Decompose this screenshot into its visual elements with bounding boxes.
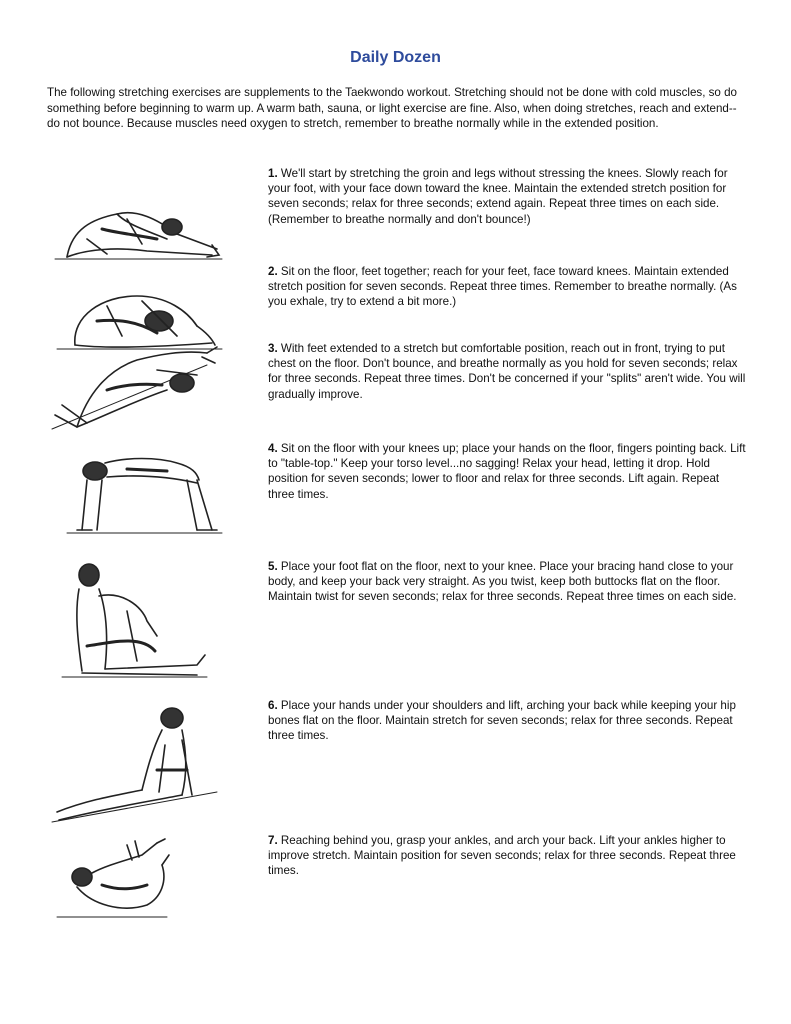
cobra-stretch-figure: [47, 700, 237, 826]
exercise-text: 7. Reaching behind you, grasp your ankles, and arch your back. Lift your ankles higher to improve stretch. Maintain position for seven seconds; relax for three seconds. Repeat three times.: [268, 834, 736, 878]
exercise-text: 3. With feet extended to a stretch but comfortable position, reach out in front, trying to put chest on the floor. Don't bounce, and breathe normally as you hold for seven seconds; relax for three seconds. Repeat three times. Don't be concerned if your "splits" aren't wide. You will gradually improve.: [268, 342, 746, 401]
straddle-stretch-figure: [47, 345, 237, 433]
exercise-item: [47, 698, 747, 818]
exercise-text: 2. Sit on the floor, feet together; reach for your feet, face toward knees. Maintain extended stretch position for seven seconds. Repeat three times. Remember to breathe normally. (As you exhale, try to extend a bit more.): [268, 265, 737, 309]
exercise-item: [47, 441, 747, 561]
exercise-text: 6. Place your hands under your shoulders and lift, arching your back while keeping your hip bones flat on the floor. Maintain stretch for seven seconds; relax for three seconds. Repeat three times.: [268, 699, 736, 743]
exercise-text: 5. Place your foot flat on the floor, next to your knee. Place your bracing hand close to your body, and keep your back very straight. As you twist, keep both buttocks flat on the floor. Maintain twist for seven seconds; relax for three seconds. Repeat three times on each side.: [268, 560, 737, 604]
exercise-item: [47, 559, 747, 679]
seated-twist-figure: [47, 561, 237, 681]
intro-paragraph: The following stretching exercises are supplements to the Taekwondo workout. Stretching should not be done with cold muscles, so do something before beginning to warm up. A warm bath, sauna, or light exercise are fine. Also, when doing stretches, reach and extend--do not bounce. Because muscles need oxygen to stretch, remember to breathe normally while in the extended position.: [47, 86, 737, 130]
exercise-text: 1. We'll start by stretching the groin and legs without stressing the knees. Slowly reach for your foot, with your face down toward the knee. Maintain the extended stretch position for seven seconds; relax for three seconds; extend again. Repeat three times on each side. (Remember to breathe normally and don't bounce!): [268, 167, 728, 226]
table-top-figure: [47, 445, 237, 537]
page-title: Daily Dozen: [350, 49, 441, 66]
bow-stretch-figure: [47, 835, 237, 921]
exercise-item: [47, 833, 747, 953]
exercise-text: 4. Sit on the floor with your knees up; place your hands on the floor, fingers pointing back. Lift to "table-top." Keep your torso level...no sagging! Relax your head, letting it drop. Hold position for seven seconds; lower to floor and relax for three seconds. Lift again. Repeat three times.: [268, 442, 746, 501]
